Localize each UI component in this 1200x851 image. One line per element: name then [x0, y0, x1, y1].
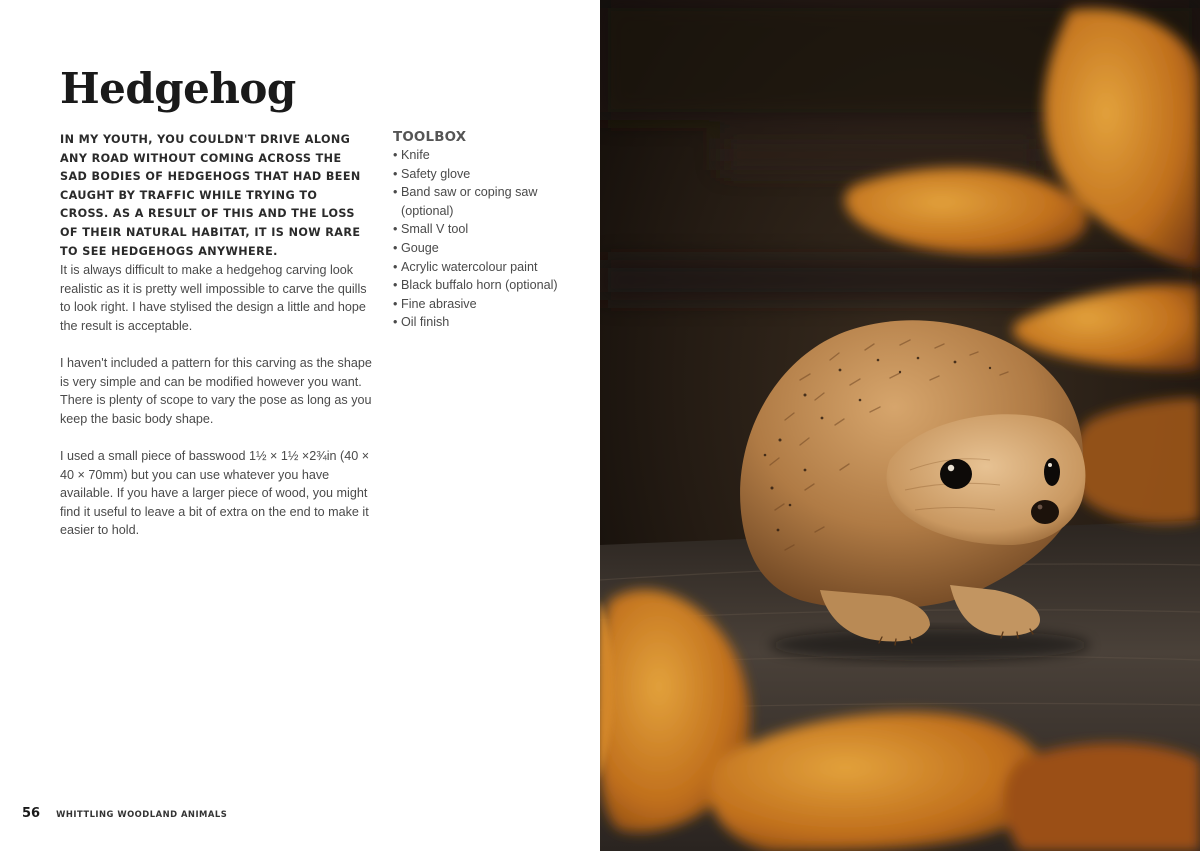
toolbox-item: • Black buffalo horn (optional): [393, 276, 583, 295]
toolbox-item: • Fine abrasive: [393, 295, 583, 314]
page-title: Hedgehog: [60, 64, 296, 113]
right-eye: [1044, 458, 1060, 486]
toolbox-item: • Gouge: [393, 239, 583, 258]
hedgehog-photo: [600, 0, 1200, 851]
body-paragraph: I used a small piece of basswood 1½ × 1½ ×2¾in (40 × 40 × 70mm) but you can use whatever you have available. If you have a larger piece of wood, you might find it useful to leave a bit of extra on the end to make it easier to hold.: [60, 448, 370, 538]
toolbox: [393, 130, 583, 332]
toolbox-item: • Oil finish: [393, 313, 583, 332]
toolbox-item: • Band saw or coping saw (optional): [393, 183, 583, 220]
toolbox-item: • Knife: [393, 146, 583, 165]
toolbox-list: [393, 146, 583, 332]
left-eye: [940, 459, 972, 489]
page-footer: [22, 806, 227, 821]
page-number: 56: [22, 806, 41, 821]
body-paragraph: It is always difficult to make a hedgehog carving look realistic as it is pretty well impossible to carve the quills to look right. I have stylised the design a little and hope the result is acceptable.: [60, 263, 367, 333]
body-text: [60, 261, 375, 559]
intro-paragraph: IN MY YOUTH, YOU COULDN'T DRIVE ALONG ANY ROAD WITHOUT COMING ACROSS THE SAD BODIES OF HEDGEHOGS THAT HAD BEEN CAUGHT BY TRAFFIC WHILE TRYING TO CROSS. AS A RESULT OF THIS AND THE LOSS OF THEIR NATURAL HABITAT, IT IS NOW RARE TO SEE HEDGEHOGS ANYWHERE.: [60, 133, 361, 258]
nose: [1031, 500, 1059, 524]
toolbox-item: • Small V tool: [393, 220, 583, 239]
body-paragraph: I haven't included a pattern for this carving as the shape is very simple and can be modified however you want. There is plenty of scope to vary the pose as long as you keep the basic body shape.: [60, 355, 372, 426]
toolbox-item: • Acrylic watercolour paint: [393, 258, 583, 277]
running-head: WHITTLING WOODLAND ANIMALS: [56, 808, 228, 819]
toolbox-item: • Safety glove: [393, 165, 583, 184]
toolbox-heading: TOOLBOX: [393, 130, 467, 145]
hedgehog-photo-illustration: [600, 0, 1200, 851]
